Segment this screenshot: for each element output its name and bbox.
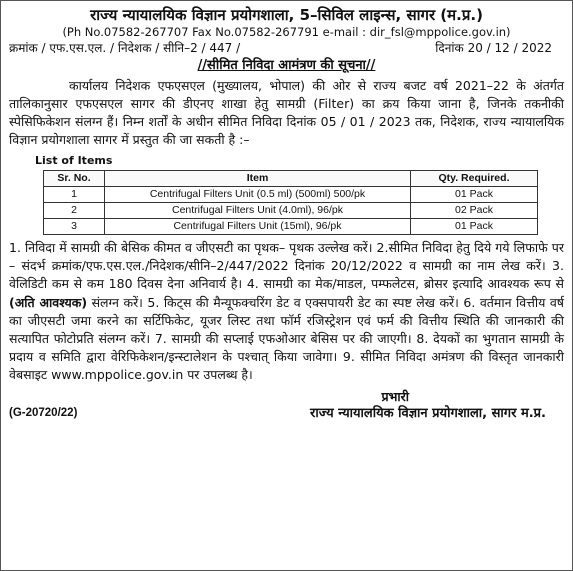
publication-code: (G-20720/22) <box>9 406 78 419</box>
cell-item: Centrifugal Filters Unit (4.0ml), 96/pk <box>105 203 411 219</box>
terms-emphasis: (अति आवश्यक) <box>9 294 88 310</box>
column-header-item: Item <box>105 171 411 187</box>
terms-text-part1: 1. निविदा में सामग्री की बेसिक कीमत व जीएसटी का पृथक– पृथक उल्लेख करें। 2.सीमित निविदा हेतु दिये गये लिफाफे पर – संदर्भ क्रमांक/एफ.एस.एल./निदेशक/सीनि–2/447/2022 दिनांक 20/12/2022 व सामग्री का नाम लेख करें। 3. वेलिडिटी कम से कम 180 दिवस देना अनिवार्य है। 4. सामग्री का मेक/माडल, पम्फलेटस, ब्रोसर इत्यादि आवश्यक रूप से <box>9 240 564 292</box>
cell-sr: 3 <box>44 219 105 235</box>
intro-paragraph <box>9 77 564 149</box>
cell-item: Centrifugal Filters Unit (15ml), 96/pk <box>105 219 411 235</box>
terms-paragraph <box>9 239 564 385</box>
signatory-designation: प्रभारी <box>381 388 409 404</box>
table-row <box>44 187 538 203</box>
office-title: राज्य न्यायालयिक विज्ञान प्रयोगशाला, 5–सिविल लाइन्स, सागर (म.प्र.) <box>90 6 483 24</box>
table-header-row <box>44 171 538 187</box>
footer-row <box>9 405 564 422</box>
table-row <box>44 219 538 235</box>
signatory-office: राज्य न्यायालयिक विज्ञान प्रयोगशाला, सागर म.प्र. <box>310 405 546 421</box>
column-header-qty: Qty. Required. <box>411 171 538 187</box>
reference-number: क्रमांक / एफ.एस.एल. / निदेशक / सीनि–2 / 447 / <box>9 41 241 55</box>
items-table <box>43 170 538 235</box>
notice-title-text: //सीमित निविदा आमंत्रण की सूचना// <box>197 58 376 73</box>
cell-item: Centrifugal Filters Unit (0.5 ml) (500ml) 500/pk <box>105 187 411 203</box>
column-header-sr: Sr. No. <box>44 171 105 187</box>
notice-title <box>9 57 564 75</box>
cell-qty: 02 Pack <box>411 203 538 219</box>
reference-line <box>9 40 564 56</box>
contact-line: (Ph No.07582-267707 Fax No.07582-267791 e-mail : dir_fsl@mppolice.gov.in) <box>62 25 511 39</box>
table-row <box>44 203 538 219</box>
cell-qty: 01 Pack <box>411 219 538 235</box>
cell-sr: 2 <box>44 203 105 219</box>
intro-text: कार्यालय निदेशक एफएसएल (मुख्यालय, भोपाल) की ओर से राज्य बजट वर्ष 2021–22 के अंतर्गत तालिकानुसार एफएसएल सागर की डीएनए शाखा हेतु सामग्री (Filter) का क्रय किया जाना है, जिनके तकनीकी स्पेसिफिकेशन संलग्न हैं। निम्न शर्तों के अधीन सीमित निविदा दिनांक 05 / 01 / 2023 तक, निदेशक, राज्य न्यायालयिक विज्ञान प्रयोगशाला सागर में प्रस्तुत की जा सकती है :– <box>9 78 564 147</box>
notice-date: दिनांक 20 / 12 / 2022 <box>435 41 552 55</box>
cell-sr: 1 <box>44 187 105 203</box>
items-heading: List of Items <box>35 154 113 167</box>
terms-text-part2: संलग्न करें। 5. किट्स की मैन्यूफक्चरिंग डेट व एक्सपायरी डेट का स्पष्ट लेख करें। 6. वर्तमान वित्तीय वर्ष का जीएसटी जमा करने का सर्टिफिकेट, यूजर लिस्ट तथा फॉर्म रजिस्ट्रेशन एवं फर्म की वित्तीय स्थिति की जानकारी की सत्यापित फोटोप्रति संलग्न करें। 7. सामग्री की सप्लाई एफओआर बेसिस पर की जाएगी। 8. देयकों का भुगतान सामग्री के प्रदाय व समिति द्वारा वेरिफिकेशन/इन्स्टालेशन के पश्चात् किया जावेगा। 9. सीमित निविदा अमंत्रण की विस्तृत जानकारी वेबसाइट www.mppolice.gov.in पर उपलब्ध है। <box>9 294 565 383</box>
cell-qty: 01 Pack <box>411 187 538 203</box>
